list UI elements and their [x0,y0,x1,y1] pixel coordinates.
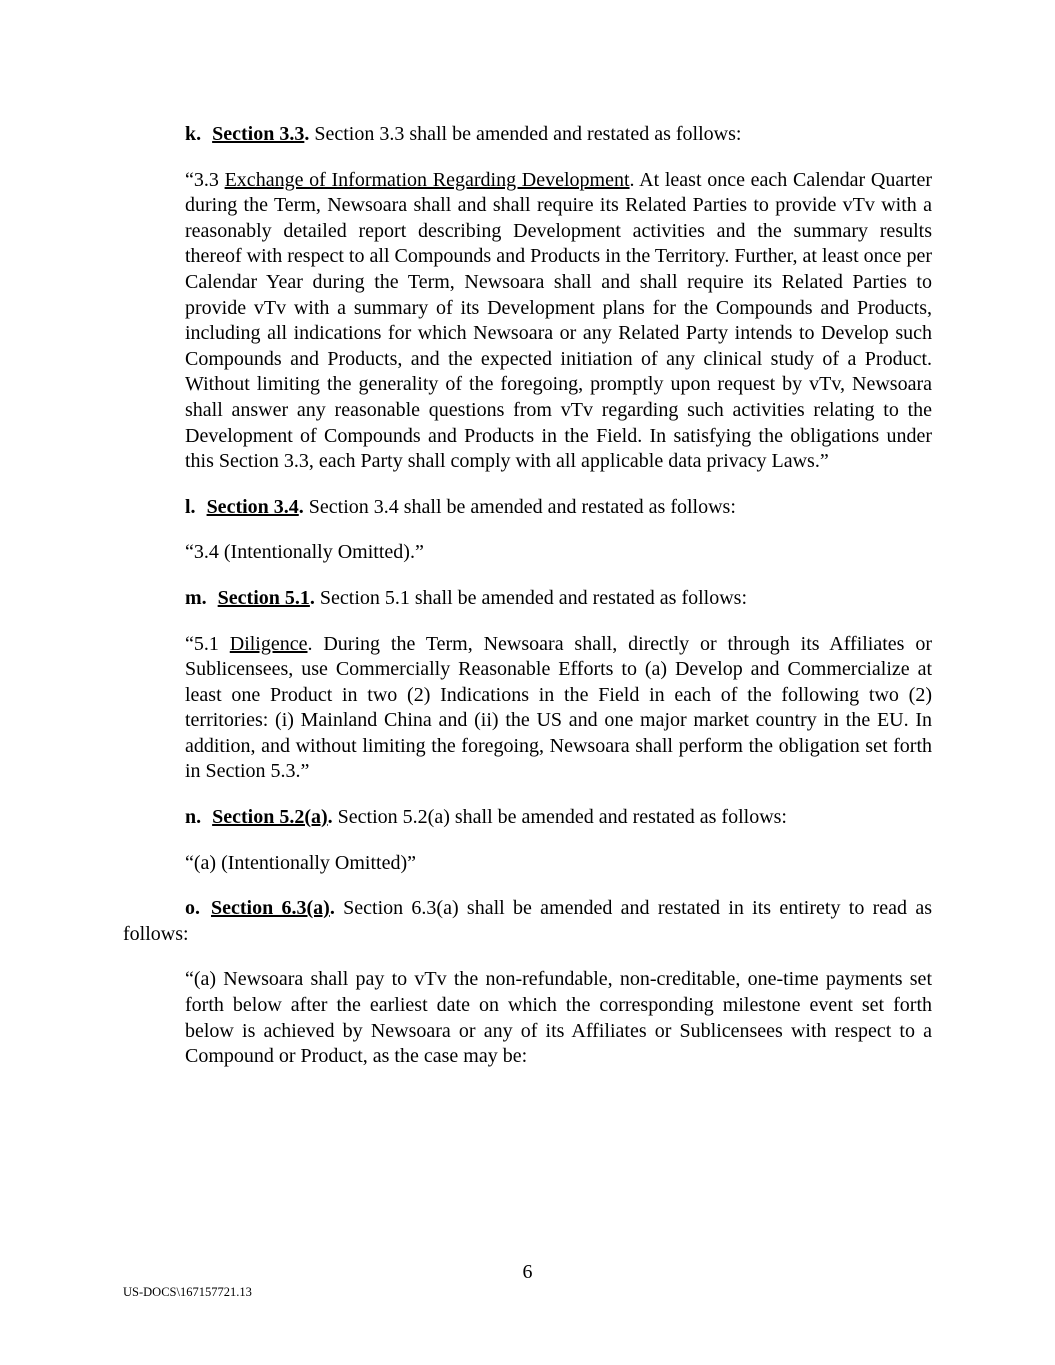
quote-paragraph-5-1 [185,632,932,786]
item-intro-text: Section 3.4 shall be amended and restated as follows: [303,495,736,518]
section-heading-text: Section 5.1 [217,586,310,609]
section-heading [211,897,335,919]
section-heading [218,587,315,609]
item-letter: k. [185,123,202,145]
quote-underlined-title: Exchange of Information Regarding Development [224,168,630,191]
list-item-n [123,805,932,831]
item-letter: o. [185,897,200,920]
list-item-l [123,495,932,521]
item-intro-text: Section 3.3 shall be amended and restated as follows: [309,123,742,145]
item-letter: n. [185,806,202,829]
item-intro-text: Section 5.1 shall be amended and restated as follows: [314,586,747,609]
quote-prefix: “5.1 [185,632,230,655]
page-number: 6 [522,1261,533,1283]
section-heading-dot: . [327,806,333,829]
quote-body-text: . At least once each Calendar Quarter during the Term, Newsoara shall and shall require its Related Parties to provide vTv with a reasonably detailed report describing Development activities and the summary results thereof with respect to all Compounds and Products in the Territory. Further, at least once per Calendar Year during the Term, Newsoara shall and shall require its Related Parties to provide vTv with a summary of its Development plans for the Compounds and Products, including all indications for which Newsoara or any Related Party intends to Develop such Compounds and Products, and the expected initiation of any clinical study of a Product. Without limiting the generality of the foregoing, promptly upon request by vTv, Newsoara shall answer any reasonable questions from vTv regarding such activities relating to the Development of Compounds and Products in the Field. In satisfying the obligations under this Section 3.3, each Party shall comply with all applicable data privacy Laws.” [185,168,932,473]
quote-body-text: “(a) Newsoara shall pay to vTv the non-refundable, non-creditable, one-time payments set forth below after the earliest date on which the corresponding milestone event set forth below is achieved by Newsoara or any of its Affiliates or Sublicensees with respect to a Compound or Product, as the case may be: [185,968,932,1068]
section-heading [212,123,309,145]
quote-prefix: “3.3 [185,168,225,191]
quote-paragraph-3-3 [185,168,932,475]
quote-paragraph-3-4 [185,540,932,566]
quote-body-text: “(a) (Intentionally Omitted)” [185,851,417,874]
quote-paragraph-6-3a [185,967,932,1069]
item-letter: l. [185,495,196,518]
section-heading-dot: . [304,123,310,145]
footer-document-id: US-DOCS\167157721.13 [123,1285,252,1299]
quote-paragraph-5-2a [185,851,932,877]
item-intro-text: Section 6.3(a) shall be amended and restated in its entirety to read as follows: [123,897,932,945]
list-item-k [123,122,932,148]
list-item-m [123,586,932,612]
section-heading-text: Section 5.2(a) [212,806,328,829]
section-heading-dot: . [298,495,304,518]
item-intro-text: Section 5.2(a) shall be amended and restated as follows: [332,806,787,829]
item-letter: m. [185,586,207,609]
section-heading-text: Section 3.4 [206,495,299,518]
document-content [123,122,932,1090]
section-heading-text: Section 6.3(a) [211,897,330,920]
quote-underlined-title: Diligence [229,632,308,655]
section-heading [212,806,333,828]
section-heading [207,496,304,518]
quote-body-text: . During the Term, Newsoara shall, directly or through its Affiliates or Sublicensees, use Commercially Reasonable Efforts to (a) Develop and Commercialize at least one Product in two (2) Indications in the Field in each of the following two (2) territories: (i) Mainland China and (ii) the US and one major market country in the EU. In addition, and without limiting the foregoing, Newsoara shall perform the obligation set forth in Section 5.3.” [185,632,932,783]
quote-body-text: “3.4 (Intentionally Omitted).” [185,541,424,564]
section-heading-text: Section 3.3 [212,123,305,145]
section-heading-dot: . [329,897,335,920]
section-heading-dot: . [309,586,315,609]
list-item-o [123,896,932,947]
